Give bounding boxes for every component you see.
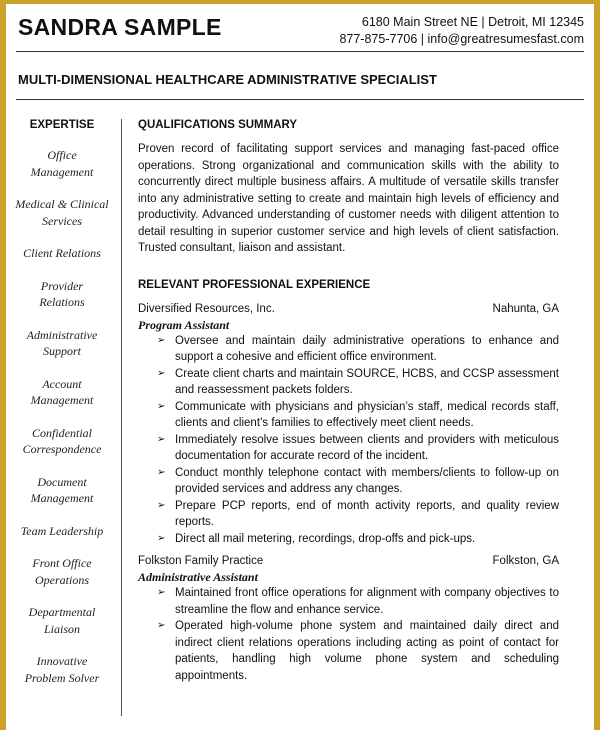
- expertise-item: [6, 245, 118, 262]
- expertise-item-line: Innovative: [36, 654, 88, 668]
- job-title: Administrative Assistant: [138, 570, 258, 584]
- contact-info: [339, 14, 584, 48]
- bullet-text: Prepare PCP reports, end of month activity reports, and quality review reports.: [175, 499, 559, 528]
- expertise-item-line: Liaison: [43, 621, 80, 636]
- expertise-item: [6, 555, 118, 588]
- expertise-item: [6, 196, 118, 229]
- experience-list: [138, 301, 559, 685]
- bullet-text: Oversee and maintain daily administrative operations to enhance and support a cohesive and efficient office environment.: [175, 334, 559, 363]
- arrow-bullet-icon: ➢: [157, 433, 166, 445]
- expertise-item-line: Management: [30, 164, 94, 179]
- expertise-item-line: Services: [42, 213, 82, 228]
- expertise-item-line: Confidential: [32, 425, 92, 440]
- bullet-item: [138, 399, 559, 432]
- bullet-text: Immediately resolve issues between clients and providers with meticulous documentation for accurate record of the incident.: [175, 433, 559, 462]
- company-name: Diversified Resources, Inc.: [138, 302, 275, 315]
- expertise-heading: EXPERTISE: [29, 119, 95, 131]
- professional-headline: MULTI-DIMENSIONAL HEALTHCARE ADMINISTRATIVE SPECIALIST: [18, 72, 437, 87]
- bullet-item: [138, 333, 559, 366]
- bullet-item: [138, 465, 559, 498]
- experience-heading: RELEVANT PROFESSIONAL EXPERIENCE: [138, 278, 371, 291]
- bullet-item: [138, 618, 559, 684]
- arrow-bullet-icon: ➢: [157, 400, 166, 412]
- job-bullets: [138, 585, 559, 684]
- arrow-bullet-icon: ➢: [157, 367, 166, 379]
- header-divider: [16, 51, 584, 52]
- headline-divider: [16, 99, 584, 100]
- expertise-item: [6, 327, 118, 360]
- expertise-item-line: Problem Solver: [24, 670, 100, 685]
- expertise-item-line: Front Office: [32, 556, 92, 570]
- address-line: 6180 Main Street NE | Detroit, MI 12345: [361, 15, 584, 29]
- expertise-item-line: Provider: [40, 278, 84, 293]
- arrow-bullet-icon: ➢: [157, 587, 166, 598]
- job-header: [138, 553, 559, 569]
- bullet-item: [138, 366, 559, 399]
- bullet-text: Maintained front office operations for alignment with company objectives to streamline the flow and enhance service.: [175, 587, 559, 616]
- arrow-bullet-icon: ➢: [157, 466, 166, 478]
- expertise-item-line: Team Leadership: [20, 523, 104, 538]
- expertise-item: [6, 147, 118, 180]
- bullet-text: Operated high-volume phone system and maintained daily direct and indirect client relations operations including acting as point of contact for patients, handling high volume phone system and scheduling appointments.: [175, 620, 559, 682]
- expertise-item: [6, 523, 118, 540]
- expertise-item-line: Support: [42, 344, 81, 358]
- expertise-item-line: Account: [42, 376, 82, 391]
- candidate-name: SANDRA SAMPLE: [18, 14, 222, 40]
- job-location: Folkston, GA: [492, 555, 559, 567]
- expertise-item: [6, 278, 118, 311]
- resume-page: [6, 4, 594, 730]
- summary-heading: QUALIFICATIONS SUMMARY: [138, 119, 298, 131]
- job-title: Program Assistant: [138, 317, 230, 332]
- expertise-sidebar: [6, 119, 118, 702]
- bullet-text: Create client charts and maintain SOURCE, HCBS, and CCSP assessment and reassessment packets folders.: [175, 367, 559, 396]
- bullet-text: Direct all mail metering, recordings, drop-offs and pick-ups.: [175, 532, 476, 545]
- job-entry: [138, 553, 559, 684]
- expertise-item-line: Departmental: [28, 605, 96, 619]
- arrow-bullet-icon: ➢: [157, 532, 166, 544]
- expertise-item-line: Operations: [35, 572, 89, 587]
- job-entry: [138, 301, 559, 548]
- phone-email-line: 877-875-7706 | info@greatresumesfast.com: [339, 32, 584, 46]
- bullet-item: [138, 498, 559, 531]
- sidebar-divider: [121, 119, 122, 716]
- expertise-item-line: Administrative: [26, 327, 98, 342]
- expertise-item-line: Management: [30, 393, 94, 407]
- expertise-item: [6, 425, 118, 458]
- expertise-item: [6, 604, 118, 637]
- job-header: [138, 301, 559, 317]
- expertise-item: [6, 376, 118, 409]
- expertise-item-line: Document: [37, 474, 87, 489]
- arrow-bullet-icon: ➢: [157, 499, 166, 511]
- expertise-item: [6, 653, 118, 686]
- main-content: [138, 119, 559, 690]
- expertise-item-line: Medical & Clinical: [15, 197, 109, 211]
- expertise-item-line: Correspondence: [22, 442, 102, 456]
- bullet-item: [138, 531, 559, 548]
- job-bullets: [138, 333, 559, 548]
- summary-text: Proven record of facilitating support services and managing fast-paced office operations. Strong organizational and communication skills with the ability to concurrently direct multiple business affairs. A multitude of versatile skills transfer into any administrative setting to create and maintain high levels of efficiency and productivity. Advanced understanding of customer needs with diligent attention to detail resulting in superior customer service and high levels of client satisfaction. Trusted consultant, liaison and assistant.: [138, 143, 559, 254]
- bullet-text: Conduct monthly telephone contact with members/clients to follow-up on provided services and address any changes.: [175, 466, 559, 495]
- company-name: Folkston Family Practice: [138, 555, 264, 567]
- arrow-bullet-icon: ➢: [157, 334, 166, 346]
- expertise-item-line: Client Relations: [23, 246, 101, 260]
- expertise-item-line: Relations: [39, 295, 85, 309]
- expertise-item-line: Office: [47, 148, 77, 162]
- bullet-text: Communicate with physicians and physician’s staff, medical records staff, clients and client’s families to effectively meet client needs.: [175, 400, 559, 429]
- arrow-bullet-icon: ➢: [157, 620, 166, 631]
- expertise-item-line: Management: [30, 491, 94, 505]
- expertise-item: [6, 474, 118, 507]
- job-location: Nahunta, GA: [492, 302, 559, 315]
- expertise-list: [6, 147, 118, 686]
- bullet-item: [138, 432, 559, 465]
- bullet-item: [138, 585, 559, 618]
